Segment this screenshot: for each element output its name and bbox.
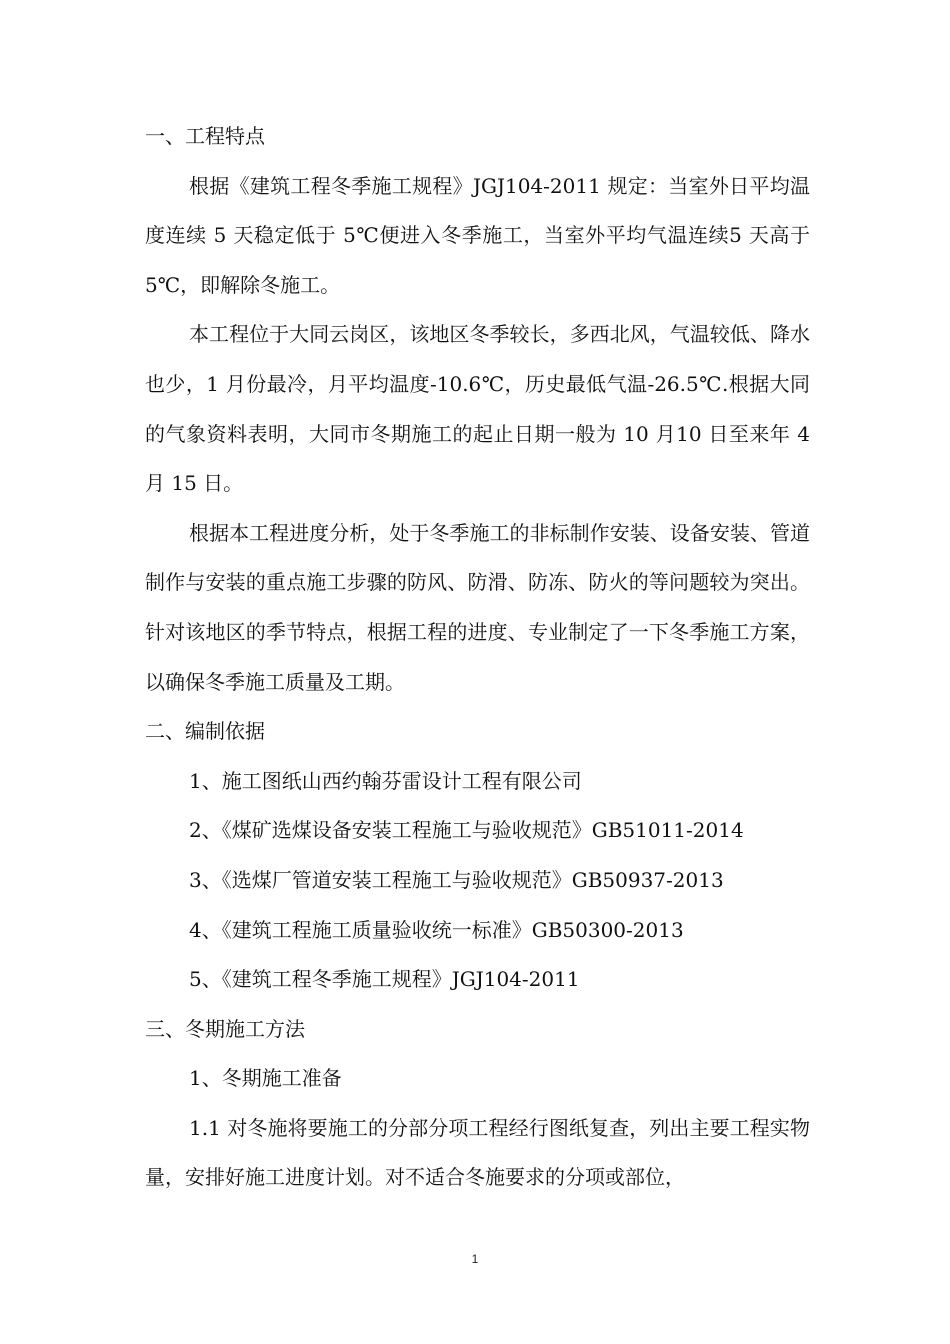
section-heading-methods: 三、冬期施工方法 bbox=[145, 1016, 305, 1041]
basis-item-4: 4、《建筑工程施工质量验收统一标准》GB50300-2013 bbox=[189, 917, 684, 942]
paragraph-winter-construction-definition: 根据《建筑工程冬季施工规程》JGJ104-2011 规定：当室外日平均温度连续 5 天稳定低于 5℃便进入冬季施工，当室外平均气温连续5 天高于 5℃，即解除冬施工。 bbox=[145, 173, 810, 297]
basis-item-5: 5、《建筑工程冬季施工规程》JGJ104-2011 bbox=[189, 967, 580, 992]
paragraph-progress-analysis: 根据本工程进度分析，处于冬季施工的非标制作安装、设备安装、管道制作与安装的重点施工步骤的防风、防滑、防冻、防火的等问题较为突出。针对该地区的季节特点，根据工程的进度、专业制定了一下冬季施工方案，以确保冬季施工质量及工期。 bbox=[145, 520, 810, 694]
paragraph-climate-description: 本工程位于大同云岗区，该地区冬季较长，多西北风，气温较低、降水也少，1 月份最冷，月平均温度-10.6℃，历史最低气温-26.5℃.根据大同的气象资料表明，大同市冬期施工的起止日期一般为 10 月10 日至来年 4 月 15 日。 bbox=[145, 322, 810, 496]
paragraph-preparation-1-1: 1.1 对冬施将要施工的分部分项工程经行图纸复查，列出主要工程实物量，安排好施工进度计划。对不适合冬施要求的分项或部位， bbox=[145, 1115, 810, 1190]
basis-item-1: 1、施工图纸山西约翰芬雷设计工程有限公司 bbox=[189, 768, 582, 793]
section-heading-basis: 二、编制依据 bbox=[145, 719, 265, 744]
basis-item-2: 2、《煤矿选煤设备安装工程施工与验收规范》GB51011-2014 bbox=[189, 818, 744, 843]
subsection-heading-preparation: 1、冬期施工准备 bbox=[189, 1066, 342, 1091]
document-body bbox=[145, 112, 810, 1203]
basis-item-3: 3、《选煤厂管道安装工程施工与验收规范》GB50937-2013 bbox=[189, 867, 724, 892]
section-heading-project-features: 一、工程特点 bbox=[145, 124, 265, 148]
page-number: 1 bbox=[471, 1252, 479, 1266]
